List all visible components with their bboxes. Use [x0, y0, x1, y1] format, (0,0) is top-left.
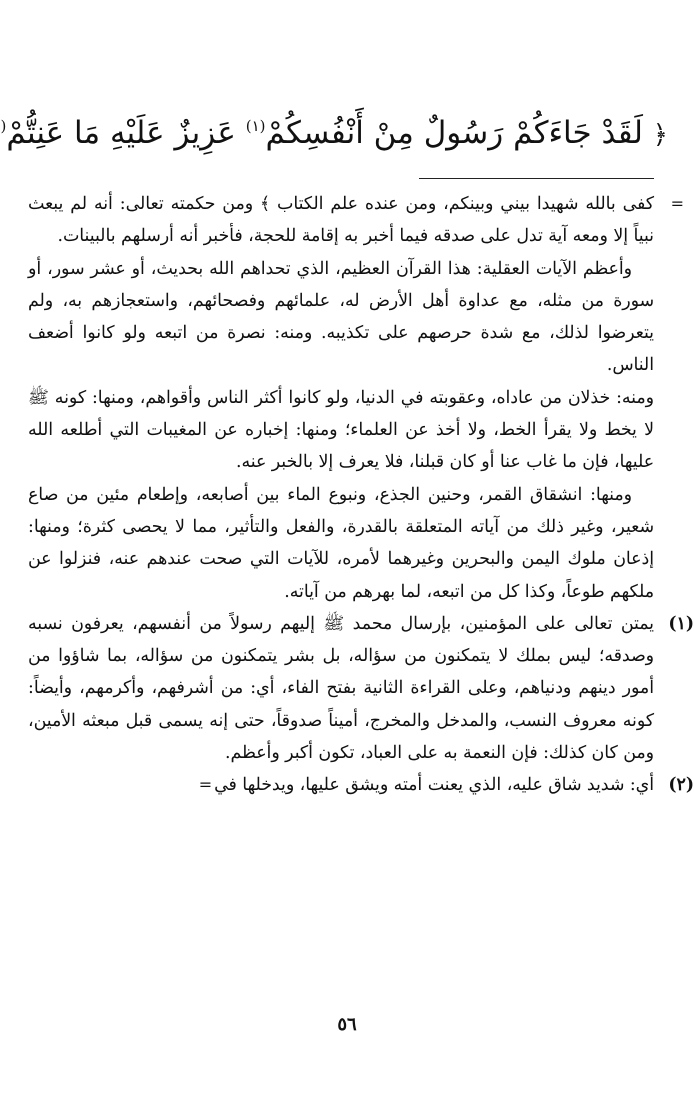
- footnote-1: [28, 608, 694, 769]
- note-paragraph-3: ومنه: خذلان من عاداه، وعقوبته في الدنيا، ولو كانوا أكثر الناس وأقواهم، ومنها: كونه ﷺ لا يخط ولا يقرأ الخط، ولا أخذ عن العلماء؛ ومنها: إخباره عن المغيبات التي أطلعه الله عليها، فإن ما غاب عنا أو كان قبلنا، فلا يعرف إلا بالخبر عنه.: [28, 387, 654, 473]
- verse-footnote-ref-2: (: [0, 117, 7, 135]
- footnote-2-continuation: =: [198, 775, 213, 795]
- footnote-2: [28, 769, 694, 801]
- page-number: ٥٦: [337, 1014, 357, 1035]
- footnote-1-number: (١): [668, 613, 694, 634]
- footnote-2-number: (٢): [668, 775, 694, 796]
- note-paragraph-4: ومنها: انشقاق القمر، وحنين الجذع، ونبوع الماء بين أصابعه، وإطعام مئين من صاع شعير، وغير ذلك من آياته المتعلقة بالقدرة، والفعل والتأثير، مما لا يحصى كثرة؛ ومنها: إذعان ملوك اليمن والبحرين وغيرهما لأمره، للآيات التي صحت عندهم عنه، فنزلوا عن ملكهم طوعاً، وكذا كل من اتبعه، لما بهرهم من آياته.: [28, 484, 654, 602]
- footnotes: [28, 188, 694, 802]
- verse-footnote-ref-1: (١): [245, 117, 266, 135]
- continuation-mark: =: [670, 194, 684, 213]
- footnote-1-text: يمتن تعالى على المؤمنين، بإرسال محمد ﷺ إليهم رسولاً من أنفسهم، يعرفون نسبه وصدقه؛ ليس بملك لا يتمكنون من سؤاله، بل بشر يتمكنون من سؤاله، بما شاؤوا من أمور دينهم ودنياهم، وعلى القراءة الثانية بفتح الفاء، أي: من أشرفهم، وأكرمهم، وأيضاً: كونه معروف النسب، والمدخل والمخرج، أميناً صدوقاً، حتى إنه يسمى قبل مبعثه الأمين، ومن كان كذلك: فإن النعمة به على العباد، تكون أكبر وأعظم.: [28, 613, 654, 764]
- note-text-1: كفى بالله شهيدا بيني وبينكم، ومن عنده علم الكتاب ﴾ ومن حكمته تعالى: أنه لم يبعث نبياً إلا ومعه آية تدل على صدقه فيما أخبر به إقامة للحجة، فأخبر أنه أرسلهم بالبينات.: [28, 194, 654, 247]
- footnote-separator: [419, 178, 654, 179]
- quran-verse: [0, 96, 668, 165]
- note-paragraph-1: [28, 188, 684, 253]
- verse-text-part2: عَزِيزٌ عَلَيْهِ مَا عَنِتُّمْ: [6, 115, 246, 151]
- verse-text-part1: لَقَدْ جَاءَكُمْ رَسُولٌ مِنْ أَنْفُسِكُمْ: [265, 115, 643, 151]
- verse-open-bracket: ﴿: [652, 120, 668, 150]
- note-paragraph-2: وأعظم الآيات العقلية: هذا القرآن العظيم، الذي تحداهم الله بحديث، أو عشر سور، أو سورة من مثله، مع عداوة أهل الأرض له، علمائهم وفصحائهم، واستعجازهم به، ولم يتعرضوا لذلك، مع شدة حرصهم على تكذيبه. ومنه: نصرة من اتبعه ولو كانوا أضعف الناس.: [28, 258, 654, 376]
- footnote-2-text: أي: شديد شاق عليه، الذي يعنت أمته ويشق عليها، ويدخلها في: [214, 775, 654, 796]
